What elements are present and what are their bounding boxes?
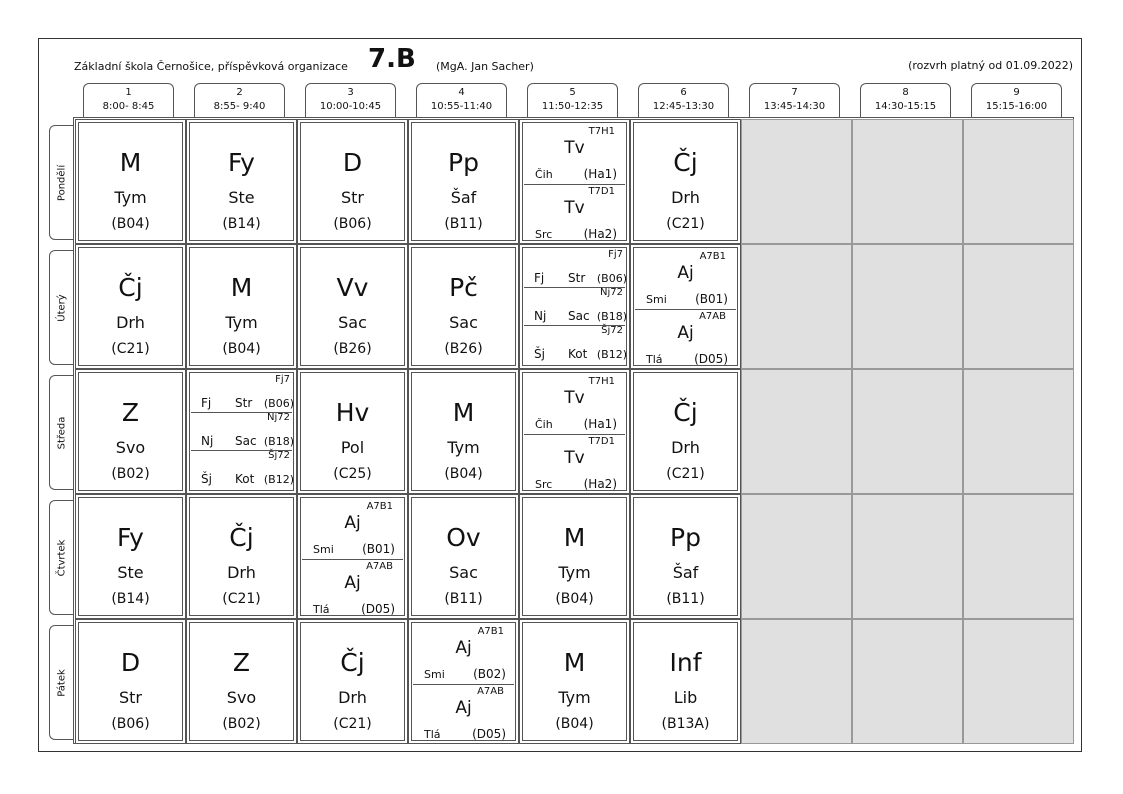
period-number: 7 [791, 87, 798, 98]
group-code: T7H1 [588, 376, 615, 387]
group-divider [191, 450, 292, 451]
lesson-subject: Pč [449, 273, 478, 302]
lesson-room: (B04) [444, 466, 483, 482]
lesson-teacher: Str [118, 688, 142, 707]
lesson-room: (C21) [333, 716, 372, 732]
lesson-room: (C21) [222, 591, 261, 607]
lesson-room: (C21) [111, 341, 150, 357]
lesson-cell[interactable] [75, 369, 186, 494]
lesson-subject: Z [232, 648, 251, 677]
lesson-cell[interactable] [408, 119, 519, 244]
lesson-subject: Hv [335, 398, 370, 427]
lesson-subject: Čj [673, 398, 698, 427]
group-divider [524, 325, 625, 326]
lesson-cell[interactable] [519, 369, 630, 494]
empty-cell [852, 119, 963, 244]
lesson-room: (D05) [361, 602, 395, 616]
period-time: 15:15-16:00 [985, 101, 1048, 112]
day-name: Pátek [56, 668, 67, 697]
lesson-teacher: Src [535, 228, 553, 241]
period-header [194, 83, 285, 117]
lesson-teacher: Kot [568, 347, 588, 361]
lesson-room: (C21) [666, 466, 705, 482]
lesson-room: (B12) [263, 473, 294, 486]
lesson-subject: M [119, 148, 142, 177]
lesson-cell[interactable] [75, 119, 186, 244]
lesson-subject: Vv [336, 273, 369, 302]
lesson-cell[interactable] [630, 494, 741, 619]
lesson-subject: Ov [446, 523, 481, 552]
lesson-subject: Aj [677, 263, 694, 283]
lesson-room: (B04) [555, 716, 594, 732]
group-divider [302, 559, 403, 560]
period-header [749, 83, 840, 117]
lesson-cell[interactable] [186, 119, 297, 244]
group-code: Fj7 [608, 249, 623, 260]
period-header [527, 83, 618, 117]
group-lesson[interactable] [631, 249, 740, 309]
group-lesson[interactable] [298, 499, 407, 559]
lesson-room: (B26) [333, 341, 372, 357]
lesson-cell[interactable] [186, 619, 297, 744]
empty-cell [852, 494, 963, 619]
empty-cell [741, 619, 852, 744]
lesson-subject: M [230, 273, 253, 302]
group-code: A7AB [366, 561, 393, 572]
period-time: 10:00-10:45 [319, 101, 382, 112]
group-lesson[interactable] [520, 184, 629, 244]
lesson-room: (B06) [111, 716, 150, 732]
group-divider [524, 184, 625, 185]
lesson-subject: Z [121, 398, 140, 427]
group-lesson[interactable] [520, 374, 629, 434]
group-lesson[interactable] [520, 287, 629, 325]
group-lesson[interactable] [520, 325, 629, 363]
lesson-teacher: Drh [338, 688, 367, 707]
period-time: 13:45-14:30 [763, 101, 826, 112]
lesson-cell[interactable] [186, 244, 297, 369]
lesson-teacher: Sac [449, 313, 478, 332]
period-time: 8:00- 8:45 [102, 101, 155, 112]
lesson-room: (D05) [694, 352, 728, 366]
lesson-teacher: Src [535, 478, 553, 491]
lesson-room: (B02) [111, 466, 150, 482]
group-lesson[interactable] [520, 249, 629, 287]
day-name: Úterý [56, 293, 67, 322]
period-header [971, 83, 1062, 117]
empty-cell [963, 369, 1074, 494]
lesson-teacher: Šaf [672, 563, 699, 582]
lesson-cell[interactable] [297, 619, 408, 744]
lesson-cell[interactable] [297, 119, 408, 244]
group-code: Nj72 [267, 412, 290, 423]
group-divider [524, 287, 625, 288]
group-code: T7D1 [588, 436, 615, 447]
lesson-teacher: Str [568, 271, 586, 285]
day-tab [49, 625, 73, 740]
empty-cell [741, 244, 852, 369]
period-number: 1 [125, 87, 132, 98]
period-time: 10:55-11:40 [430, 101, 493, 112]
lesson-teacher: Čih [535, 168, 553, 181]
lesson-subject: Aj [455, 638, 472, 658]
lesson-teacher: Tym [558, 563, 591, 582]
group-code: Nj72 [600, 287, 623, 298]
group-lesson[interactable] [631, 309, 740, 369]
lesson-teacher: Str [235, 396, 253, 410]
lesson-room: (B04) [222, 341, 261, 357]
lesson-subject: D [342, 148, 363, 177]
lesson-subject: Nj [201, 434, 214, 448]
lesson-cell[interactable] [630, 619, 741, 744]
period-number: 8 [902, 87, 909, 98]
lesson-subject: M [563, 523, 586, 552]
lesson-teacher: Drh [227, 563, 256, 582]
lesson-teacher: Tlá [646, 353, 663, 366]
period-header [416, 83, 507, 117]
group-divider [635, 309, 736, 310]
empty-cell [963, 494, 1074, 619]
group-lesson[interactable] [520, 434, 629, 494]
class-title: 7.B [368, 44, 416, 74]
lesson-room: (B14) [222, 216, 261, 232]
lesson-teacher: Smi [313, 543, 334, 556]
lesson-subject: Fj [201, 396, 212, 410]
lesson-teacher: Šaf [450, 188, 477, 207]
lesson-subject: Tv [564, 138, 585, 158]
lesson-subject: Čj [229, 523, 254, 552]
group-divider [191, 412, 292, 413]
lesson-room: (B18) [596, 310, 627, 323]
group-lesson[interactable] [298, 559, 407, 619]
lesson-room: (C25) [333, 466, 372, 482]
lesson-room: (B11) [444, 216, 483, 232]
lesson-cell[interactable] [408, 244, 519, 369]
lesson-room: (B04) [555, 591, 594, 607]
lesson-teacher: Lib [673, 688, 698, 707]
group-divider [413, 684, 514, 685]
lesson-teacher: Sac [235, 434, 257, 448]
lesson-room: (B13A) [661, 716, 710, 732]
lesson-cell[interactable] [630, 244, 741, 369]
period-time: 14:30-15:15 [874, 101, 937, 112]
period-time: 12:45-13:30 [652, 101, 715, 112]
lesson-subject: Šj [201, 472, 212, 486]
lesson-cell[interactable] [519, 494, 630, 619]
lesson-cell[interactable] [297, 494, 408, 619]
lesson-subject: Tv [564, 448, 585, 468]
lesson-subject: Fy [228, 148, 255, 177]
period-number: 6 [680, 87, 687, 98]
lesson-room: (B11) [444, 591, 483, 607]
lesson-subject: Fy [117, 523, 144, 552]
lesson-subject: Čj [340, 648, 365, 677]
lesson-teacher: Svo [115, 438, 146, 457]
lesson-cell[interactable] [630, 119, 741, 244]
group-lesson[interactable] [409, 684, 518, 744]
group-lesson[interactable] [187, 450, 296, 488]
group-code: A7AB [477, 686, 504, 697]
lesson-subject: Šj [534, 347, 545, 361]
lesson-cell[interactable] [408, 494, 519, 619]
lesson-subject: Aj [677, 323, 694, 343]
lesson-room: (D05) [472, 727, 506, 741]
group-code: Šj72 [601, 325, 623, 336]
lesson-teacher: Sac [338, 313, 367, 332]
period-header [305, 83, 396, 117]
lesson-room: (B06) [263, 397, 294, 410]
lesson-room: (B18) [263, 435, 294, 448]
lesson-subject: Tv [564, 198, 585, 218]
day-tab [49, 250, 73, 365]
lesson-cell[interactable] [186, 369, 297, 494]
day-name: Pondělí [56, 164, 67, 201]
group-code: A7B1 [699, 251, 726, 262]
lesson-room: (C21) [666, 216, 705, 232]
lesson-cell[interactable] [519, 619, 630, 744]
empty-cell [852, 619, 963, 744]
lesson-teacher: Drh [671, 438, 700, 457]
lesson-room: (B14) [111, 591, 150, 607]
lesson-cell[interactable] [75, 619, 186, 744]
period-number: 9 [1013, 87, 1020, 98]
lesson-subject: Fj [534, 271, 545, 285]
empty-cell [741, 369, 852, 494]
group-lesson[interactable] [409, 624, 518, 684]
lesson-subject: Aj [344, 573, 361, 593]
lesson-teacher: Čih [535, 418, 553, 431]
lesson-teacher: Pol [340, 438, 365, 457]
empty-cell [741, 494, 852, 619]
lesson-subject: Aj [455, 698, 472, 718]
lesson-cell[interactable] [519, 244, 630, 369]
lesson-subject: D [120, 648, 141, 677]
lesson-teacher: Drh [116, 313, 145, 332]
group-lesson[interactable] [187, 412, 296, 450]
lesson-teacher: Tlá [313, 603, 330, 616]
day-tab [49, 125, 73, 240]
period-header [83, 83, 174, 117]
lesson-room: (B11) [666, 591, 705, 607]
class-teacher: (MgA. Jan Sacher) [436, 60, 534, 73]
lesson-teacher: Ste [228, 188, 255, 207]
lesson-subject: Inf [669, 648, 702, 677]
lesson-teacher: Str [340, 188, 364, 207]
lesson-teacher: Svo [226, 688, 257, 707]
empty-cell [852, 244, 963, 369]
lesson-teacher: Smi [646, 293, 667, 306]
lesson-cell[interactable] [630, 369, 741, 494]
lesson-subject: Pp [670, 523, 701, 552]
group-code: T7H1 [588, 126, 615, 137]
lesson-teacher: Tlá [424, 728, 441, 741]
lesson-subject: M [452, 398, 475, 427]
lesson-teacher: Tym [447, 438, 480, 457]
group-lesson[interactable] [520, 124, 629, 184]
period-number: 5 [569, 87, 576, 98]
lesson-cell[interactable] [297, 244, 408, 369]
day-name: Čtvrtek [56, 539, 67, 576]
group-code: T7D1 [588, 186, 615, 197]
period-number: 4 [458, 87, 465, 98]
lesson-subject: Tv [564, 388, 585, 408]
lesson-room: (B04) [111, 216, 150, 232]
day-tab [49, 500, 73, 615]
group-code: Šj72 [268, 450, 290, 461]
lesson-cell[interactable] [297, 369, 408, 494]
group-code: A7AB [699, 311, 726, 322]
group-code: A7B1 [366, 501, 393, 512]
lesson-room: (Ha2) [583, 477, 617, 491]
lesson-cell[interactable] [408, 619, 519, 744]
lesson-cell[interactable] [408, 369, 519, 494]
lesson-teacher: Sac [449, 563, 478, 582]
lesson-teacher: Drh [671, 188, 700, 207]
group-code: Fj7 [275, 374, 290, 385]
empty-cell [963, 619, 1074, 744]
lesson-room: (Ha1) [583, 167, 617, 181]
day-tab [49, 375, 73, 490]
lesson-subject: Nj [534, 309, 547, 323]
lesson-room: (B01) [695, 292, 728, 306]
lesson-teacher: Ste [117, 563, 144, 582]
lesson-subject: Čj [673, 148, 698, 177]
valid-from: (rozvrh platný od 01.09.2022) [908, 59, 1073, 72]
lesson-room: (B02) [222, 716, 261, 732]
lesson-cell[interactable] [75, 494, 186, 619]
empty-cell [963, 119, 1074, 244]
period-number: 3 [347, 87, 354, 98]
lesson-cell[interactable] [186, 494, 297, 619]
lesson-room: (B06) [333, 216, 372, 232]
lesson-teacher: Sac [568, 309, 590, 323]
group-divider [524, 434, 625, 435]
lesson-cell[interactable] [519, 119, 630, 244]
lesson-room: (B01) [362, 542, 395, 556]
lesson-room: (B02) [473, 667, 506, 681]
group-code: A7B1 [477, 626, 504, 637]
period-header [860, 83, 951, 117]
empty-cell [852, 369, 963, 494]
empty-cell [963, 244, 1074, 369]
period-time: 8:55- 9:40 [213, 101, 266, 112]
lesson-room: (B26) [444, 341, 483, 357]
period-header [638, 83, 729, 117]
lesson-subject: Čj [118, 273, 143, 302]
lesson-subject: Pp [448, 148, 479, 177]
group-lesson[interactable] [187, 374, 296, 412]
period-number: 2 [236, 87, 243, 98]
lesson-teacher: Tym [558, 688, 591, 707]
lesson-teacher: Kot [235, 472, 255, 486]
lesson-teacher: Tym [114, 188, 147, 207]
lesson-room: (Ha1) [583, 417, 617, 431]
school-name: Základní škola Černošice, příspěvková organizace [74, 60, 348, 73]
lesson-cell[interactable] [75, 244, 186, 369]
lesson-room: (B12) [596, 348, 627, 361]
lesson-teacher: Smi [424, 668, 445, 681]
lesson-room: (B06) [596, 272, 627, 285]
lesson-room: (Ha2) [583, 227, 617, 241]
day-name: Středa [56, 416, 67, 449]
period-time: 11:50-12:35 [541, 101, 604, 112]
empty-cell [741, 119, 852, 244]
lesson-subject: M [563, 648, 586, 677]
lesson-subject: Aj [344, 513, 361, 533]
lesson-teacher: Tym [225, 313, 258, 332]
